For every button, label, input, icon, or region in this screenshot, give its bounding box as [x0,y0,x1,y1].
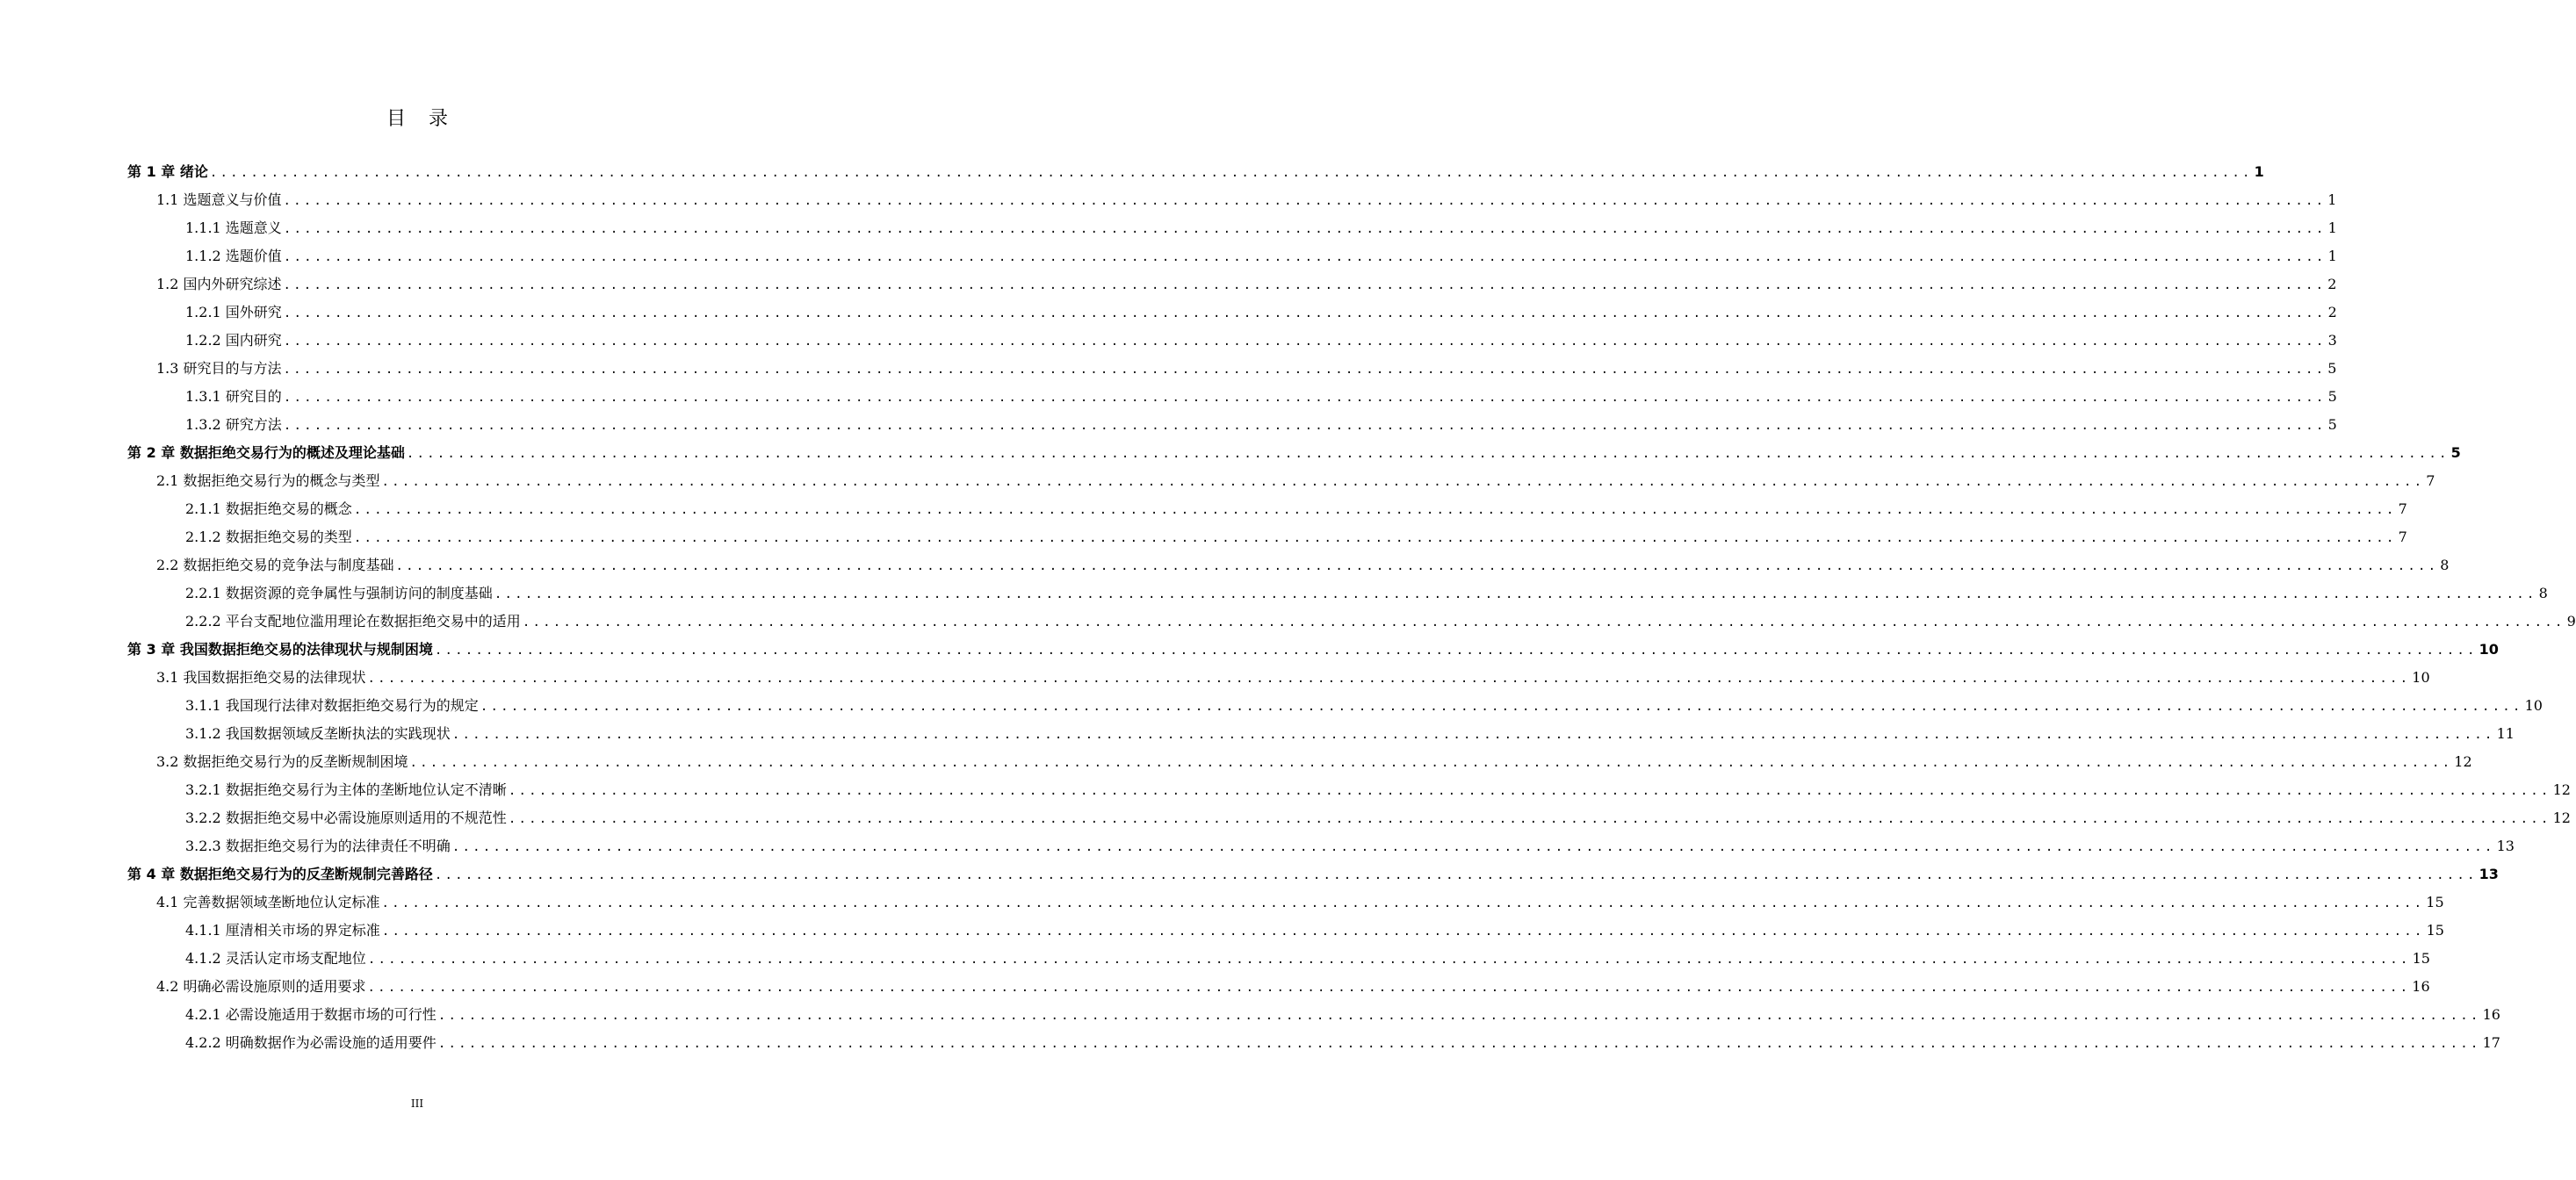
toc-entry[interactable] [127,299,2337,327]
toc-entry-label: 3.2.2 数据拒绝交易中必需设施原则适用的不规范性 [185,809,507,826]
toc-entry-page: 12 [2552,809,2571,826]
page-number: III [410,1097,424,1110]
toc-entry[interactable] [127,551,2450,579]
toc-entry[interactable] [127,495,2407,523]
dot-leader: ........................................................................................................................................................................................................ [367,981,2411,995]
dot-leader: ........................................................................................................................................................................................................ [283,194,2327,208]
toc-entry-label: 3.1.2 我国数据领域反垄断执法的实践现状 [185,725,451,742]
page-title: 目录 [386,108,471,130]
toc-entry[interactable] [127,664,2430,692]
toc-entry-label: 1.3.1 研究目的 [185,388,282,405]
toc-entry-page: 9 [2566,613,2576,630]
toc-entry-label: 1.1 选题意义与价值 [156,191,282,208]
dot-leader: ........................................................................................................................................................................................................ [381,925,2425,939]
toc-entry-page: 11 [2496,725,2515,742]
toc-entry-label: 3.2 数据拒绝交易行为的反垄断规制困境 [156,753,408,770]
toc-entry-page: 8 [2440,557,2450,573]
toc-entry-label: 3.1 我国数据拒绝交易的法律现状 [156,669,366,686]
dot-leader: ........................................................................................................................................................................................................ [437,1009,2481,1023]
toc-entry[interactable] [127,467,2435,495]
toc-entry-label: 4.1.2 灵活认定市场支配地位 [185,950,366,967]
toc-entry-label: 2.2 数据拒绝交易的竞争法与制度基础 [156,557,394,573]
toc-entry[interactable] [127,186,2337,214]
toc-entry-page: 7 [2426,472,2435,489]
dot-leader: ........................................................................................................................................................................................................ [395,559,2439,573]
toc-entry[interactable] [127,355,2337,383]
toc-entry[interactable] [127,1029,2500,1057]
dot-leader: ........................................................................................................................................................................................................ [381,475,2425,489]
dot-leader: ........................................................................................................................................................................................................ [451,728,2495,742]
dot-leader: ........................................................................................................................................................................................................ [353,503,2397,517]
dot-leader: ........................................................................................................................................................................................................ [480,700,2523,714]
dot-leader: ........................................................................................................................................................................................................ [367,672,2411,686]
toc-entry-page: 15 [2412,950,2430,967]
toc-entry[interactable] [127,383,2337,411]
toc-entry-label: 1.1.2 选题价值 [185,248,282,264]
toc-entry-label: 2.1.1 数据拒绝交易的概念 [185,500,352,517]
dot-leader: ........................................................................................................................................................................................................ [508,784,2551,798]
toc-entry[interactable] [127,973,2430,1001]
toc-entry-page: 7 [2398,500,2407,517]
dot-leader: ........................................................................................................................................................................................................ [434,868,2478,882]
toc-entry-page: 8 [2538,585,2548,601]
toc-entry-page: 17 [2482,1034,2500,1051]
toc-entry[interactable] [127,636,2499,664]
toc-entry-label: 2.1 数据拒绝交易行为的概念与类型 [156,472,380,489]
toc-entry-label: 4.1.1 厘清相关市场的界定标准 [185,922,380,939]
toc-entry[interactable] [127,804,2571,832]
toc-entry-page: 5 [2327,360,2337,377]
toc-entry-label: 第 1 章 绪论 [127,163,208,180]
toc-entry-page: 15 [2426,894,2444,910]
toc-entry-page: 1 [2327,219,2337,236]
dot-leader: ........................................................................................................................................................................................................ [508,812,2551,826]
toc-entry-label: 4.2.1 必需设施适用于数据市场的可行性 [185,1006,437,1023]
dot-leader: ........................................................................................................................................................................................................ [381,896,2425,910]
dot-leader: ........................................................................................................................................................................................................ [406,447,2450,461]
toc-entry-page: 12 [2552,781,2571,798]
toc-entry-page: 13 [2496,838,2515,854]
toc-entry-label: 2.2.1 数据资源的竞争属性与强制访问的制度基础 [185,585,493,601]
toc-entry-page: 10 [2479,641,2499,658]
toc-entry-page: 2 [2327,304,2337,320]
toc-entry-page: 1 [2327,191,2337,208]
toc-entry[interactable] [127,720,2515,748]
dot-leader: ........................................................................................................................................................................................................ [522,615,2565,630]
table-of-contents [127,158,2576,1057]
toc-entry-label: 4.1 完善数据领域垄断地位认定标准 [156,894,380,910]
toc-entry[interactable] [127,1001,2500,1029]
dot-leader: ........................................................................................................................................................................................................ [283,278,2327,292]
dot-leader: ........................................................................................................................................................................................................ [494,587,2537,601]
toc-entry[interactable] [127,270,2337,299]
toc-entry-label: 1.2.2 国内研究 [185,332,282,349]
toc-entry[interactable] [127,945,2430,973]
toc-entry-label: 1.3 研究目的与方法 [156,360,282,377]
dot-leader: ........................................................................................................................................................................................................ [434,644,2478,658]
toc-entry-label: 4.2.2 明确数据作为必需设施的适用要件 [185,1034,437,1051]
toc-entry-page: 5 [2327,416,2337,433]
toc-entry[interactable] [127,214,2337,242]
toc-entry[interactable] [127,523,2407,551]
toc-entry[interactable] [127,439,2461,467]
toc-entry-label: 1.3.2 研究方法 [185,416,282,433]
dot-leader: ........................................................................................................................................................................................................ [451,840,2495,854]
dot-leader: ........................................................................................................................................................................................................ [283,222,2327,236]
dot-leader: ........................................................................................................................................................................................................ [283,419,2327,433]
toc-entry-page: 16 [2412,978,2430,995]
toc-entry-page: 5 [2450,444,2461,461]
dot-leader: ........................................................................................................................................................................................................ [367,953,2411,967]
toc-entry-page: 13 [2479,866,2499,882]
toc-entry-page: 5 [2327,388,2337,405]
toc-entry[interactable] [127,776,2571,804]
dot-leader: ........................................................................................................................................................................................................ [437,1037,2481,1051]
dot-leader: ........................................................................................................................................................................................................ [209,166,2253,180]
toc-entry-page: 1 [2327,248,2337,264]
toc-entry-page: 10 [2524,697,2543,714]
toc-entry[interactable] [127,242,2337,270]
toc-entry-page: 15 [2426,922,2444,939]
toc-entry[interactable] [127,860,2499,889]
toc-entry-page: 12 [2454,753,2472,770]
toc-entry-label: 3.2.1 数据拒绝交易行为主体的垄断地位认定不清晰 [185,781,507,798]
toc-entry[interactable] [127,327,2337,355]
toc-entry-page: 2 [2327,276,2337,292]
toc-entry[interactable] [127,832,2515,860]
toc-entry-page: 7 [2398,529,2407,545]
toc-entry-label: 1.1.1 选题意义 [185,219,282,236]
dot-leader: ........................................................................................................................................................................................................ [409,756,2453,770]
toc-entry-page: 3 [2327,332,2337,349]
dot-leader: ........................................................................................................................................................................................................ [283,306,2327,320]
toc-entry-label: 2.2.2 平台支配地位滥用理论在数据拒绝交易中的适用 [185,613,521,630]
toc-entry[interactable] [127,579,2548,608]
toc-entry-page: 10 [2412,669,2430,686]
dot-leader: ........................................................................................................................................................................................................ [283,391,2327,405]
toc-entry[interactable] [127,889,2444,917]
toc-entry-page: 1 [2254,163,2264,180]
toc-entry-label: 第 4 章 数据拒绝交易行为的反垄断规制完善路径 [127,866,433,882]
toc-entry[interactable] [127,158,2264,186]
toc-entry[interactable] [127,748,2472,776]
dot-leader: ........................................................................................................................................................................................................ [283,363,2327,377]
toc-entry-page: 16 [2482,1006,2500,1023]
toc-entry-label: 第 3 章 我国数据拒绝交易的法律现状与规制困境 [127,641,433,658]
toc-entry[interactable] [127,411,2337,439]
toc-entry-label: 1.2 国内外研究综述 [156,276,282,292]
toc-entry[interactable] [127,608,2576,636]
toc-entry-label: 第 2 章 数据拒绝交易行为的概述及理论基础 [127,444,405,461]
toc-entry[interactable] [127,692,2543,720]
toc-entry-label: 4.2 明确必需设施原则的适用要求 [156,978,366,995]
dot-leader: ........................................................................................................................................................................................................ [283,250,2327,264]
toc-entry-label: 3.1.1 我国现行法律对数据拒绝交易行为的规定 [185,697,479,714]
toc-entry-label: 2.1.2 数据拒绝交易的类型 [185,529,352,545]
toc-entry[interactable] [127,917,2444,945]
dot-leader: ........................................................................................................................................................................................................ [353,531,2397,545]
dot-leader: ........................................................................................................................................................................................................ [283,335,2327,349]
toc-entry-label: 3.2.3 数据拒绝交易行为的法律责任不明确 [185,838,451,854]
toc-entry-label: 1.2.1 国外研究 [185,304,282,320]
